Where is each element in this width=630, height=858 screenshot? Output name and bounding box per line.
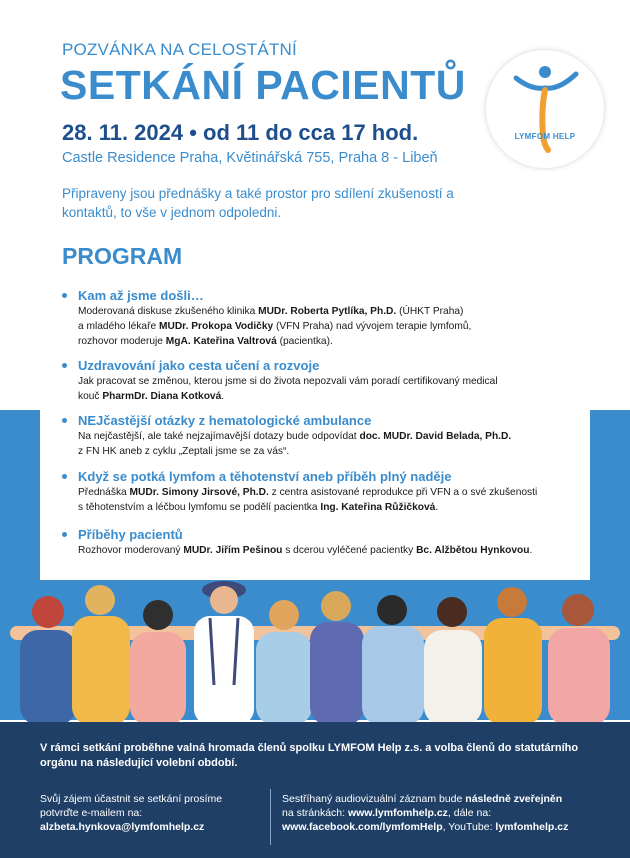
speaker-name: doc. MUDr. David Belada, Ph.D.	[359, 431, 512, 442]
website-link[interactable]: www.lymfomhelp.cz	[347, 807, 448, 819]
person-illustration	[484, 587, 542, 725]
footer-divider	[270, 789, 271, 845]
speaker-name: MUDr. Roberta Pytlíka, Ph.D.	[258, 306, 397, 317]
invitation-subtitle: POZVÁNKA NA CELOSTÁTNÍ	[62, 40, 297, 59]
speaker-name: Ing. Kateřina Růžičková	[320, 502, 436, 513]
recording-line-3: www.facebook.com/lymfomHelp, YouTube: lymfomhelp.cz	[282, 821, 569, 833]
person-illustration	[424, 597, 482, 725]
program-item-5	[62, 526, 582, 558]
person-illustration	[256, 600, 312, 725]
rsvp-line-1: Svůj zájem účastnit se setkání prosíme	[40, 793, 223, 805]
description-text: (VFN Praha) nad vývojem terapie lymfomů,	[273, 321, 472, 332]
speaker-name: MUDr. Jiřím Pešinou	[183, 545, 283, 556]
description-text: .	[435, 502, 439, 513]
program-item-heading: Příběhy pacientů	[62, 526, 582, 543]
rsvp-email-link[interactable]: alzbeta.hynkova@lymfomhelp.cz	[40, 821, 205, 833]
event-date: 28. 11. 2024 • od 11 do cca 17 hod.	[62, 120, 419, 145]
person-illustration	[20, 596, 76, 725]
description-text: .	[221, 391, 225, 402]
description-text: kouč	[78, 391, 103, 402]
footer-rsvp	[40, 792, 260, 834]
description-text: .	[529, 545, 533, 556]
recording-line-2: na stránkách: www.lymfomhelp.cz, dále na:	[282, 807, 492, 819]
program-item-heading: Když se potká lymfom a těhotenství aneb příběh plný naděje	[62, 468, 582, 485]
person-illustration	[130, 600, 186, 725]
program-item-2	[62, 357, 582, 404]
event-title: SETKÁNÍ PACIENTŮ	[60, 62, 466, 108]
program-item-4	[62, 468, 582, 515]
speaker-name: MUDr. Simony Jirsové, Ph.D.	[129, 487, 269, 498]
facebook-link[interactable]: www.facebook.com/lymfomHelp	[282, 821, 443, 833]
speaker-name: Bc. Alžbětou Hynkovou	[416, 545, 530, 556]
rsvp-line-2: potvrďte e-mailem na:	[40, 807, 143, 819]
description-text: s dcerou vyléčené pacientky	[282, 545, 417, 556]
program-item-heading: NEJčastější otázky z hematologické ambulance	[62, 412, 582, 429]
description-text: z FN HK aneb z cyklu „Zeptali jsme se za vás“.	[78, 446, 290, 457]
description-text: Moderovaná diskuse zkušeného klinika	[78, 306, 259, 317]
description-text: s těhotenstvím a léčbou lymfomu se podělí pacientka	[78, 502, 321, 513]
speaker-name: MUDr. Prokopa Vodičky	[158, 321, 274, 332]
program-item-description	[62, 374, 582, 404]
program-item-heading: Kam až jsme došli…	[62, 287, 582, 304]
person-illustration	[310, 591, 364, 725]
footer-notice: V rámci setkání proběhne valná hromada členů spolku LYMFOM Help z.s. a volba členů do statutárního orgánu na následující volební období.	[40, 742, 579, 769]
person-illustration	[362, 595, 424, 725]
program-item-description	[62, 429, 582, 459]
lymfom-help-logo	[486, 50, 604, 168]
logo-text: LYMFOM HELP	[514, 132, 576, 141]
description-text: (ÚHKT Praha)	[396, 306, 464, 317]
description-text: a mladého lékaře	[78, 321, 159, 332]
event-intro: Připraveny jsou přednášky a také prostor pro sdílení zkušeností a kontaktů, to vše v jednom odpoledni.	[62, 186, 454, 220]
youtube-link[interactable]: lymfomhelp.cz	[495, 821, 569, 833]
program-item-description	[62, 304, 582, 349]
person-illustration	[72, 585, 130, 725]
speaker-name: PharmDr. Diana Kotková	[102, 391, 222, 402]
people-group-illustration	[0, 560, 630, 725]
program-title: PROGRAM	[62, 243, 183, 269]
program-item-description	[62, 485, 582, 515]
program-item-heading: Uzdravování jako cesta učení a rozvoje	[62, 357, 582, 374]
program-item-3	[62, 412, 582, 459]
description-text: z centra asistované reprodukce při VFN a o své zkušenosti	[268, 487, 538, 498]
description-text: Jak pracovat se změnou, kterou jsme si do života nepozvali vám poradí certifikovaný medical	[78, 376, 498, 387]
lymfom-help-figure-logo-icon	[486, 50, 604, 168]
recording-line-1: Sestříhaný audiovizuální záznam bude následně zveřejněn	[282, 793, 563, 805]
event-address: Castle Residence Praha, Květinářská 755, Praha 8 - Libeň	[62, 150, 438, 166]
footer-recording-info	[282, 792, 622, 834]
person-illustration	[194, 581, 254, 725]
person-illustration	[548, 594, 610, 725]
description-text: (pacientka).	[276, 336, 333, 347]
program-item-description	[62, 543, 582, 558]
footer	[0, 722, 630, 858]
description-text: rozhovor moderuje	[78, 336, 166, 347]
description-text: Rozhovor moderovaný	[78, 545, 184, 556]
program-item-1	[62, 287, 582, 349]
description-text: Přednáška	[78, 487, 130, 498]
speaker-name: MgA. Kateřina Valtrová	[165, 336, 277, 347]
description-text: Na nejčastější, ale také nejzajímavější dotazy bude odpovídat	[78, 431, 360, 442]
